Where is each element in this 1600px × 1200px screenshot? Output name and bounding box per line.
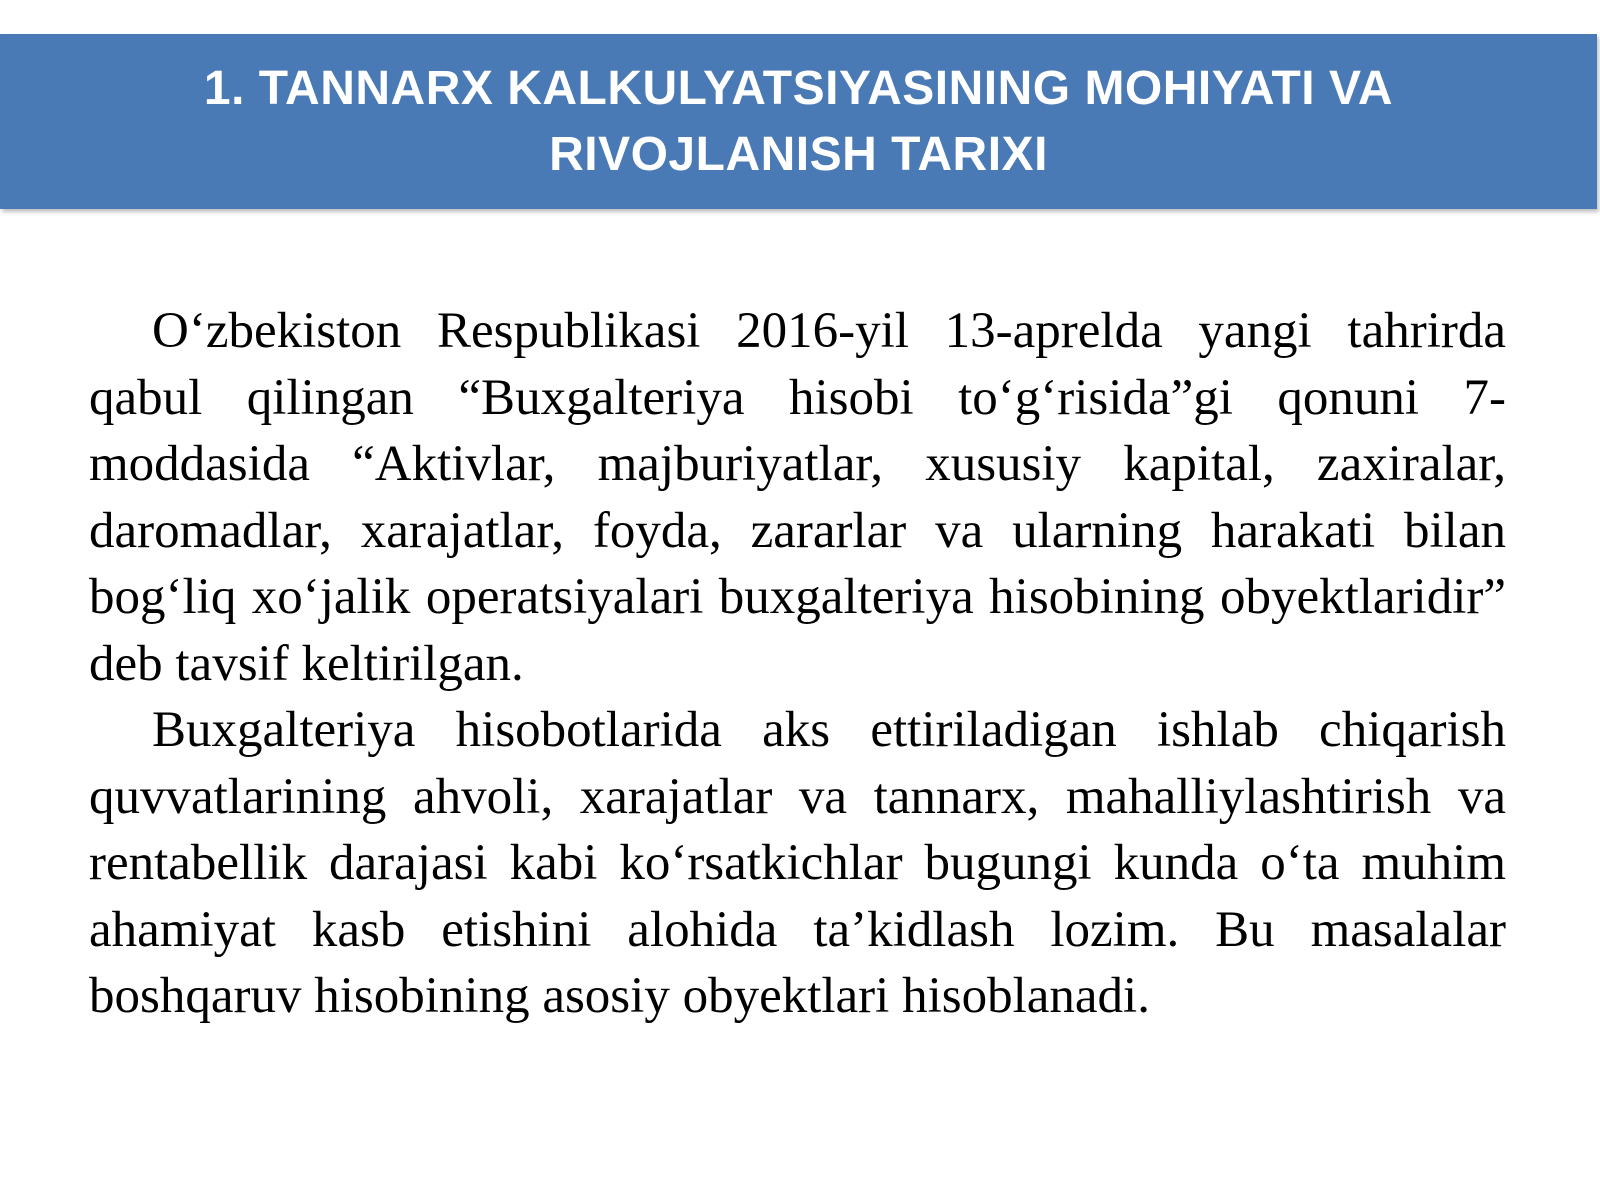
slide-title-line-1: 1. TANNARX KALKULYATSIYASINING MOHIYATI VA	[203, 61, 1394, 115]
paragraph-1: O‘zbekiston Respublikasi 2016-yil 13-aprelda yangi tahrirda qabul qilingan “Buxgalteriya hisobi to‘g‘risida”gi qonuni 7-moddasida “Aktivlar, majburiyatlar, xususiy kapital, zaxiralar, daromadlar, xarajatlar, foyda, zararlar va ularning harakati bilan bog‘liq xo‘jalik operatsiyalari buxgalteriya hisobining obyektlaridir” deb tavsif keltirilgan.	[89, 303, 1506, 692]
slide-title-line-2: RIVOJLANISH TARIXI	[549, 127, 1048, 181]
title-bar	[0, 34, 1597, 209]
body-text	[89, 298, 1506, 1030]
paragraph-2: Buxgalteriya hisobotlarida aks ettiriladigan ishlab chiqarish quvvatlarining ahvoli, xarajatlar va tannarx, mahalliylashtirish va rentabellik darajasi kabi ko‘rsatkichlar bugungi kunda o‘ta muhim ahamiyat kasb etishini alohida ta’kidlash lozim. Bu masalalar boshqaruv hisobining asosiy obyektlari hisoblanadi.	[89, 702, 1506, 1024]
